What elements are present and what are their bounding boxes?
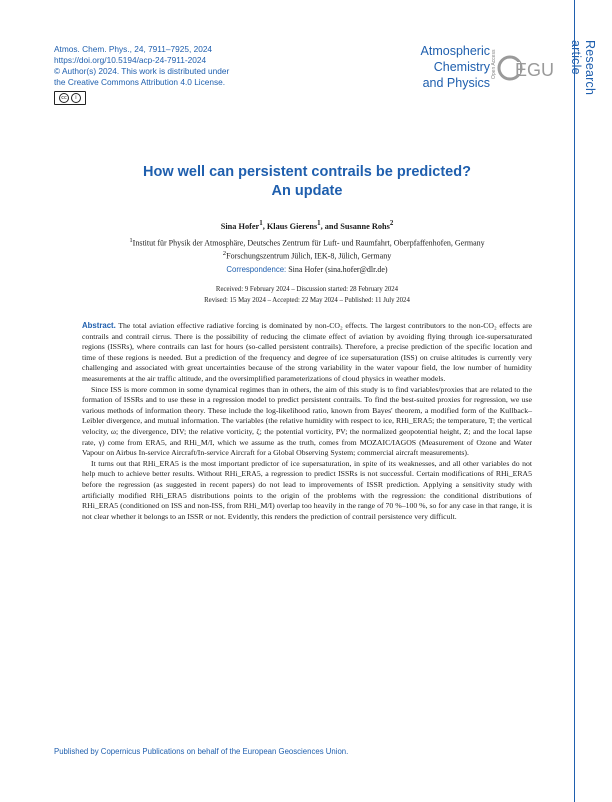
abstract-paragraph: It turns out that RHi_ERA5 is the most important predictor of ice supersaturation, in spite of its weaknesses, and all other variables do not help much to achieve better results. Without RHi_ERA5, a regression to predict ISSRs is not successful. Certain modifications of RHi_ERA5 before the regression (as suggested in recent papers) do not lead to improvements of ISSR prediction. Applying a sensitivity study with artificially modified RHi_ERA5 distributions points to the origin of the problems with the regression: the conditional distributions of RHi_ERA5 (conditioned on ISS and non-ISS, from RHi_M/I) overlap too heavily in the range of 70 %–100 %, so for any case in that range, it is not clear whether it belongs to an ISSR or not. Evidently, this renders the prediction of contrail persistence very difficult. bbox=[82, 458, 532, 521]
affiliation-text: Institut für Physik der Atmosphäre, Deutsches Zentrum für Luft- und Raumfahrt, Oberpfaffenhofen, Germany bbox=[132, 238, 485, 248]
article-type-label: Research article bbox=[569, 40, 597, 96]
author-name: Klaus Gierens bbox=[266, 221, 318, 231]
affiliations bbox=[80, 236, 534, 262]
abstract-paragraph: Since ISS is more common in some dynamical regimes than in others, the aim of this study is to find variables/proxies that are related to the formation of ISSRs and to use these in a regression model to predict persistent contrails. To find the best-suited proxies for regression, we use various methods of information theory. These include the log-likelihood ratio, known from Bayes' theorem, a modified form of the Kullback–Leibler divergence, and mutual information. The variables (the relative humidity with respect to ice, RHi_ERA5; the temperature, T; the vertical velocity, ω; the divergence, DIV; the relative vorticity, ζ; the potential vorticity, PV; the normalized geopotential height, Z; and the local lapse rate, γ) come from ERA5, and RHi_M/I, which we assume as the truth, comes from MOZAIC/IAGOS (Measurement of Ozone and Water Vapour on Airbus In-service Aircraft/In-service Aircraft for a Global Observing System; commercial aircraft measurements). bbox=[82, 384, 532, 458]
abstract-label: Abstract. bbox=[82, 321, 116, 330]
affiliation bbox=[80, 236, 534, 249]
dates-line: Revised: 15 May 2024 – Accepted: 22 May 2024 – Published: 11 July 2024 bbox=[204, 296, 410, 304]
paper-title bbox=[80, 163, 534, 201]
egu-logo bbox=[498, 48, 555, 88]
egu-logo-text: EGU bbox=[515, 60, 555, 80]
journal-name-line: and Physics bbox=[422, 76, 490, 90]
article-header bbox=[54, 44, 314, 105]
attribution-icon: i bbox=[71, 93, 81, 103]
affiliation-text: Forschungszentrum Jülich, IEK-8, Jülich, Germany bbox=[226, 251, 392, 261]
correspondence-email[interactable]: Sina Hofer (sina.hofer@dlr.de) bbox=[288, 265, 388, 274]
affiliation bbox=[80, 249, 534, 262]
correspondence-label: Correspondence: bbox=[226, 265, 287, 274]
abstract bbox=[82, 321, 532, 522]
abstract-paragraph bbox=[82, 321, 532, 385]
affiliation-marker: 2 bbox=[389, 220, 394, 227]
license-link[interactable]: the Creative Commons Attribution 4.0 License. bbox=[54, 77, 226, 87]
author-name: Sina Hofer bbox=[220, 221, 260, 231]
affiliation-marker: 2 bbox=[222, 250, 227, 258]
dates-line: Received: 9 February 2024 – Discussion started: 28 February 2024 bbox=[215, 286, 399, 293]
open-access-label: Open Access bbox=[491, 49, 497, 79]
affiliation-marker: 1 bbox=[317, 220, 321, 227]
doi-link[interactable]: https://doi.org/10.5194/acp-24-7911-2024 bbox=[54, 55, 207, 65]
copyright-line: © Author(s) 2024. This work is distributed under bbox=[54, 66, 230, 76]
journal-name-line: Chemistry bbox=[433, 60, 490, 74]
author-list: Sina Hofer$^1$, Klaus Gierens$^1$, and Susanne Rohs$^2$ bbox=[220, 220, 394, 231]
journal-name bbox=[405, 43, 490, 91]
cc-icon: cc bbox=[59, 93, 69, 103]
title-line: How well can persistent contrails be predicted? bbox=[143, 164, 471, 180]
cc-by-license-badge[interactable] bbox=[54, 91, 86, 105]
publisher-footer: Published by Copernicus Publications on behalf of the European Geosciences Union. bbox=[54, 747, 349, 756]
journal-name-line: Atmospheric bbox=[420, 44, 490, 58]
abstract-text: The total aviation effective radiative forcing is dominated by non-CO₂ effects. The largest contributors to the non-CO₂ effects are contrails and contrail cirrus. There is the possibility of reducing the climate effect of aviation by avoiding flying through ice-supersaturated regions (ISSRs), where contrails can last for hours (so-called persistent contrails). Therefore, a precise prediction of the specific location and time of these regions is needed. But a prediction of the frequency and degree of ice supersaturation (ISS) on cruise altitudes is currently very challenging and associated with great uncertainties because of the strong variability in the water vapour field, the low number of humidity measurements at the air traffic altitude, and the oversimplified parameterizations of cloud physics in weather models. bbox=[82, 321, 532, 383]
publication-dates bbox=[80, 285, 534, 306]
affiliation-marker: 1 bbox=[259, 220, 263, 227]
correspondence bbox=[80, 265, 534, 276]
affiliation-marker: 1 bbox=[129, 237, 133, 244]
author-separator: , and bbox=[320, 221, 341, 231]
citation: Atmos. Chem. Phys., 24, 7911–7925, 2024 bbox=[54, 44, 213, 54]
title-line: An update bbox=[271, 183, 343, 199]
author-name: Susanne Rohs bbox=[340, 221, 390, 231]
